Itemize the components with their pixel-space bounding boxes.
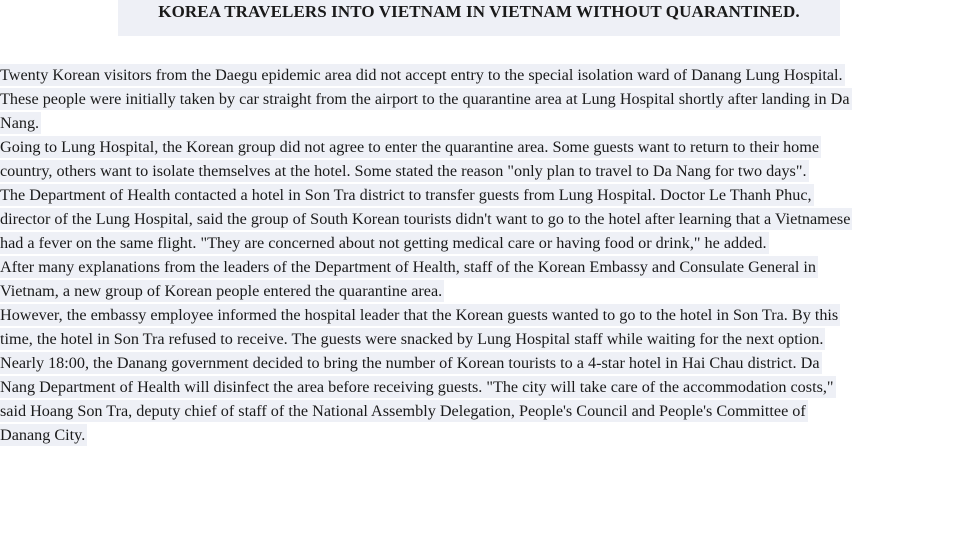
text-line: Danang City. [0, 426, 86, 444]
text-line: Vietnam, a new group of Korean people entered the quarantine area. [0, 282, 443, 300]
text-line: country, others want to isolate themselves at the hotel. Some stated the reason "only plan to travel to Da Nang for two days". [0, 162, 807, 180]
text-line: The Department of Health contacted a hotel in Son Tra district to transfer guests from Lung Hospital. Doctor Le Thanh Phuc, [0, 186, 812, 204]
text-line: After many explanations from the leaders of the Department of Health, staff of the Korean Embassy and Consulate General in [0, 258, 816, 276]
article-body [0, 63, 960, 447]
text-line: Going to Lung Hospital, the Korean group did not agree to enter the quarantine area. Some guests want to return to their home [0, 138, 820, 156]
text-line: Twenty Korean visitors from the Daegu epidemic area did not accept entry to the special isolation ward of Danang Lung Hospital. [0, 66, 843, 84]
text-line: Nang. [0, 114, 40, 132]
text-line: Nang Department of Health will disinfect the area before receiving guests. "The city will take care of the accommodation costs," [0, 378, 834, 396]
text-line: time, the hotel in Son Tra refused to receive. The guests were snacked by Lung Hospital staff while waiting for the next option. [0, 330, 824, 348]
text-line: Nearly 18:00, the Danang government decided to bring the number of Korean tourists to a 4-star hotel in Hai Chau district. Da [0, 354, 820, 372]
text-line: However, the embassy employee informed the hospital leader that the Korean guests wanted to go to the hotel in Son Tra. By this [0, 306, 839, 324]
document-title: KOREA TRAVELERS INTO VIETNAM IN VIETNAM WITHOUT QUARANTINED. [158, 2, 800, 21]
text-line: said Hoang Son Tra, deputy chief of staff of the National Assembly Delegation, People's Council and People's Committee of [0, 402, 806, 420]
text-line: had a fever on the same flight. "They are concerned about not getting medical care or having food or drink," he added. [0, 234, 767, 252]
text-line: These people were initially taken by car straight from the airport to the quarantine area at Lung Hospital shortly after landing in Da [0, 90, 850, 108]
text-line: director of the Lung Hospital, said the group of South Korean tourists didn't want to go to the hotel after learning that a Vietnamese [0, 210, 851, 228]
title-banner [118, 0, 840, 36]
